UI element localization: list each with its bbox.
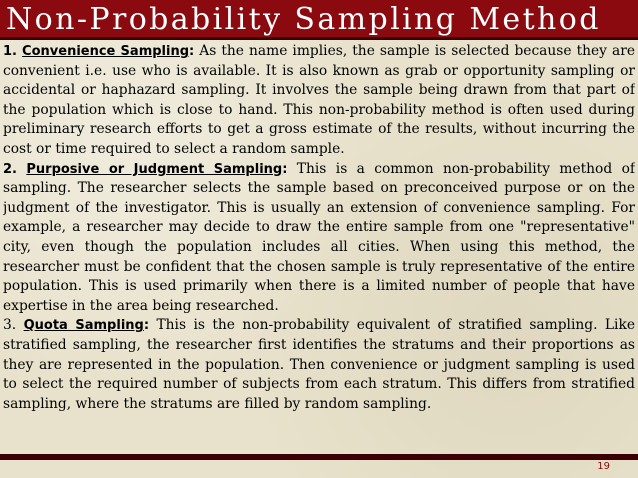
section-text: As the name implies, the sample is selected because they are convenient i.e. use who is available. It is also known as grab or opportunity sampling or accidental or haphazard sampling. It involves the sample being drawn from that part of the population which is close to hand. This non-probability method is often used during preliminary research efforts to get a gross estimate of the results, without incurring the cost or time required to select a random sample. [3,43,635,157]
footer-bar [0,454,638,460]
section-convenience [3,42,635,160]
slide-body [3,42,635,452]
section-colon: : [282,161,288,177]
section-term: Purposive or Judgment Sampling [26,161,283,177]
slide-title: Non-Probability Sampling Method [6,2,601,37]
section-number: 3. [3,317,17,334]
section-number: 1. [3,44,17,59]
title-bar [0,0,638,40]
section-quota [3,316,635,414]
section-text: This is the non-probability equivalent of stratified sampling. Like stratified sampling, the researcher first identifies the stratums and their proportions as they are represented in the population. Then convenience or judgment sampling is used to select the required number of subjects from each stratum. This differs from stratified sampling, where the stratums are filled by random sampling. [3,317,635,412]
section-colon: : [143,318,150,334]
section-number: 2. [3,161,17,177]
section-term: Quota Sampling [23,318,144,334]
section-colon: : [189,44,195,59]
section-purposive [3,160,635,317]
section-term: Convenience Sampling [22,44,190,59]
page-number: 19 [597,461,610,472]
section-text: This is a common non-probability method of sampling. The researcher selects the sample based on preconceived purpose or on the judgment of the investigator. This is usually an extension of convenience sampling. For example, a researcher may decide to draw the entire sample from one "representative" city, even though the population includes all cities. When using this method, the researcher must be confident that the chosen sample is truly representative of the entire population. This is used primarily when there is a limited number of people that have expertise in the area being researched. [3,160,635,314]
